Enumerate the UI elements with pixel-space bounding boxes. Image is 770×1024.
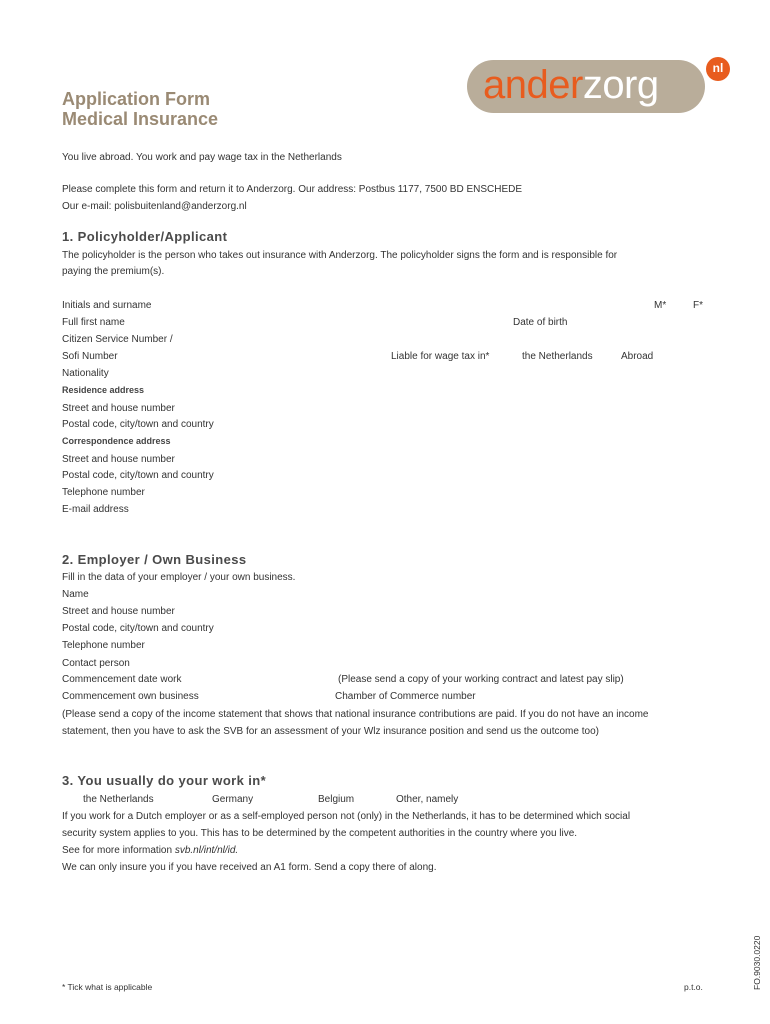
gender-male-option[interactable]: M*: [654, 300, 667, 311]
correspondence-postal-label: Postal code, city/town and country: [62, 470, 214, 481]
commencement-business-label: Commencement own business: [62, 691, 199, 702]
section-2-desc: Fill in the data of your employer / your own business.: [62, 572, 296, 583]
contact-person-label: Contact person: [62, 658, 130, 669]
correspondence-street-label: Street and house number: [62, 454, 175, 465]
telephone-label: Telephone number: [62, 487, 145, 498]
employer-street-label: Street and house number: [62, 606, 175, 617]
residence-street-label: Street and house number: [62, 403, 175, 414]
income-statement-note-1: (Please send a copy of the income statement that shows that national insurance contributions are paid. If you do not have an income: [62, 709, 649, 720]
working-contract-note: (Please send a copy of your working contract and latest pay slip): [338, 674, 624, 685]
section-1-desc-1: The policyholder is the person who takes out insurance with Anderzorg. The policyholder signs the form and is responsible for: [62, 250, 618, 261]
form-code: FO.9030.0220: [752, 935, 762, 990]
first-name-label: Full first name: [62, 317, 125, 328]
title-line-2: Medical Insurance: [62, 109, 219, 129]
intro-line-1: You live abroad. You work and pay wage tax in the Netherlands: [62, 152, 342, 163]
section-3-para-3: [62, 844, 238, 857]
liable-abroad-option[interactable]: Abroad: [621, 351, 654, 362]
employer-name-label: Name: [62, 589, 89, 600]
logo-text-zorg: zorg: [582, 63, 659, 107]
email-label: E-mail address: [62, 504, 129, 515]
correspondence-address-heading: Correspondence address: [62, 436, 171, 446]
title-line-1: Application Form: [62, 89, 210, 109]
sofi-number-label: Sofi Number: [62, 351, 118, 362]
anderzorg-logo: [483, 60, 659, 110]
residence-address-heading: Residence address: [62, 385, 145, 395]
chamber-of-commerce-label: Chamber of Commerce number: [335, 691, 476, 702]
footer-tick-note: * Tick what is applicable: [62, 982, 153, 992]
employer-postal-label: Postal code, city/town and country: [62, 623, 214, 634]
citizen-service-number-label: Citizen Service Number /: [62, 334, 173, 345]
work-netherlands-option[interactable]: the Netherlands: [83, 794, 154, 805]
section-3-para-2: security system applies to you. This has to be determined by the competent authorities in the country where you live.: [62, 828, 578, 839]
liable-wage-tax-label: Liable for wage tax in*: [391, 351, 490, 362]
intro-address: Please complete this form and return it to Anderzorg. Our address: Postbus 1177, 7500 BD ENSCHEDE: [62, 184, 523, 195]
footer-pto: p.t.o.: [684, 982, 703, 992]
logo-badge: nl: [706, 57, 730, 81]
gender-female-option[interactable]: F*: [693, 300, 703, 311]
logo-text-ander: ander: [483, 63, 583, 107]
section-1-heading: 1. Policyholder/Applicant: [62, 229, 228, 244]
section-1-desc-2: paying the premium(s).: [62, 266, 165, 277]
income-statement-note-2: statement, then you have to ask the SVB for an assessment of your Wlz insurance position and send us the outcome too): [62, 726, 599, 737]
section-3-heading: 3. You usually do your work in*: [62, 773, 267, 788]
commencement-work-label: Commencement date work: [62, 674, 182, 685]
date-of-birth-label: Date of birth: [513, 317, 568, 328]
svb-link[interactable]: svb.nl/int/nl/id.: [174, 845, 239, 856]
section-2-heading: 2. Employer / Own Business: [62, 552, 247, 567]
intro-email: Our e-mail: polisbuitenland@anderzorg.nl: [62, 201, 247, 212]
work-belgium-option[interactable]: Belgium: [318, 794, 355, 805]
section-3-para-1: If you work for a Dutch employer or as a self-employed person not (only) in the Netherlands, it has to be determined which social: [62, 811, 631, 822]
liable-netherlands-option[interactable]: the Netherlands: [522, 351, 593, 362]
nationality-label: Nationality: [62, 368, 109, 379]
work-other-option[interactable]: Other, namely: [396, 794, 459, 805]
more-info-text: See for more information: [62, 845, 175, 856]
employer-telephone-label: Telephone number: [62, 640, 145, 651]
residence-postal-label: Postal code, city/town and country: [62, 419, 214, 430]
work-germany-option[interactable]: Germany: [212, 794, 254, 805]
initials-surname-label: Initials and surname: [62, 300, 152, 311]
section-3-para-4: We can only insure you if you have received an A1 form. Send a copy there of along.: [62, 862, 437, 873]
